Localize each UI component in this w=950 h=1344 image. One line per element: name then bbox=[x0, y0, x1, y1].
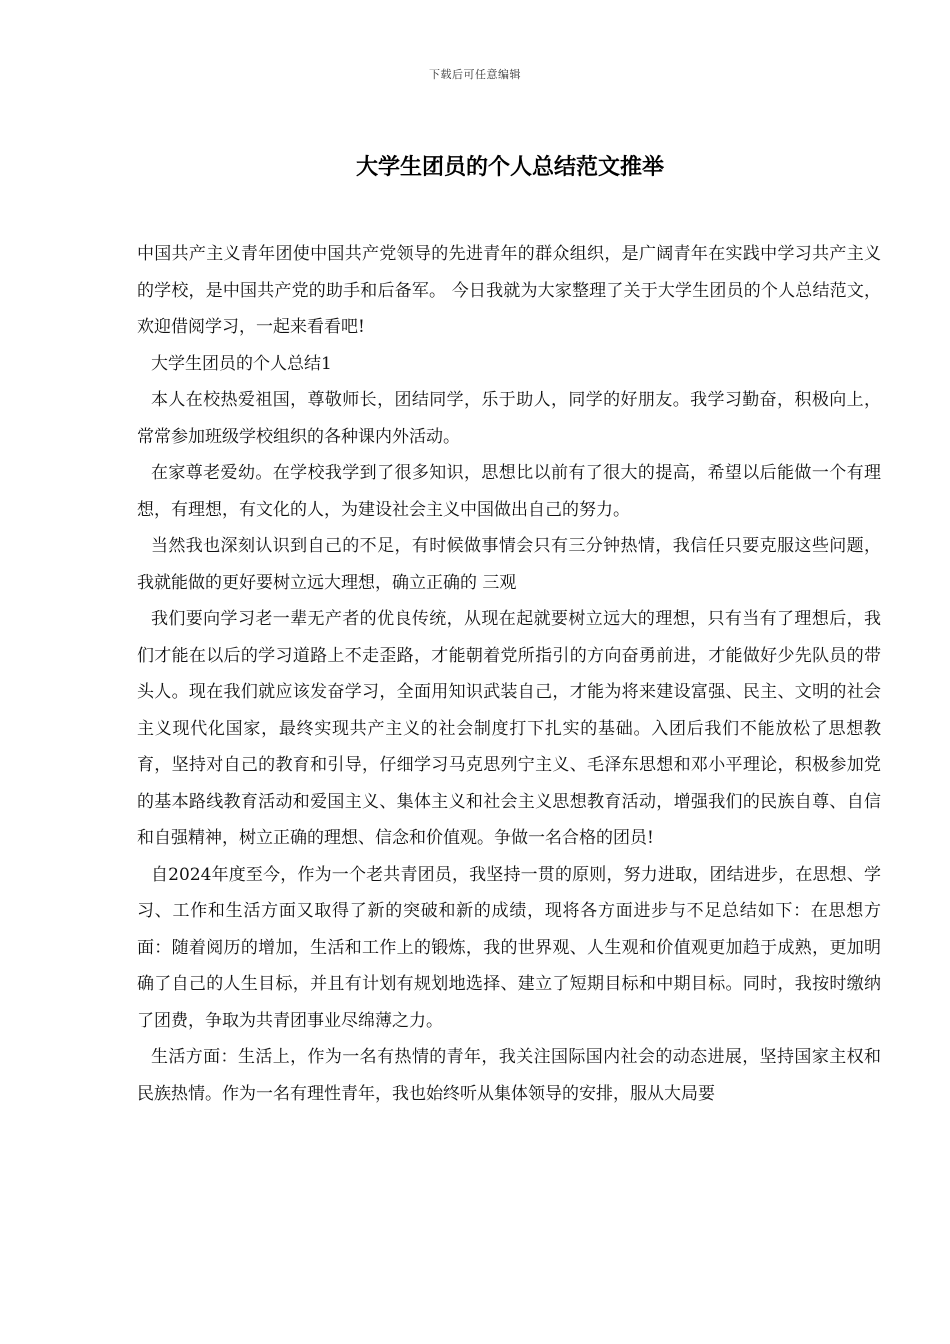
page-title: 大学生团员的个人总结范文推举 bbox=[355, 155, 664, 180]
paragraph: 生活方面：生活上，作为一名有热情的青年，我关注国际国内社会的动态进展，坚持国家主权和民族热情。作为一名有理性青年，我也始终听从集体领导的安排，服从大局要 bbox=[137, 1047, 881, 1104]
paragraph: 本人在校热爱祖国，尊敬师长，团结同学，乐于助人，同学的好朋友。我学习勤奋，积极向上，常常参加班级学校组织的各种课内外活动。 bbox=[137, 390, 881, 447]
section-heading: 大学生团员的个人总结1 bbox=[151, 353, 332, 374]
paragraph: 自2024年度至今，作为一个老共青团员，我坚持一贯的原则，努力进取，团结进步，在思想、学习、工作和生活方面又取得了新的突破和新的成绩，现将各方面进步与不足总结如下：在思想方面：随着阅历的增加，生活和工作上的锻炼，我的世界观、人生观和价值观更加趋于成熟，更加明确了自己的人生目标，并且有计划有规划地选择、建立了短期目标和中期目标。同时，我按时缴纳了团费，争取为共青团事业尽绵薄之力。 bbox=[137, 864, 881, 1031]
paragraph: 我们要向学习老一辈无产者的优良传统，从现在起就要树立远大的理想，只有当有了理想后，我们才能在以后的学习道路上不走歪路，才能朝着党所指引的方向奋勇前进，才能做好少先队员的带头人。现在我们就应该发奋学习，全面用知识武装自己，才能为将来建设富强、民主、文明的社会主义现代化国家，最终实现共产主义的社会制度打下扎实的基础。入团后我们不能放松了思想教育，坚持对自己的教育和引导，仔细学习马克思列宁主义、毛泽东思想和邓小平理论，积极参加党的基本路线教育活动和爱国主义、集体主义和社会主义思想教育活动，增强我们的民族自尊、自信和自强精神，树立正确的理想、信念和价值观。争做一名合格的团员! bbox=[137, 609, 881, 848]
document-body bbox=[137, 236, 881, 1112]
header-note: 下载后可任意编辑 bbox=[429, 68, 521, 81]
paragraph-intro: 中国共产主义青年团使中国共产党领导的先进青年的群众组织，是广阔青年在实践中学习共产主义的学校，是中国共产党的助手和后备军。 今日我就为大家整理了关于大学生团员的个人总结范文，欢迎借阅学习，一起来看看吧! bbox=[137, 244, 881, 337]
paragraph: 当然我也深刻认识到自己的不足，有时候做事情会只有三分钟热情，我信任只要克服这些问题，我就能做的更好要树立远大理想，确立正确的 三观 bbox=[137, 536, 881, 593]
paragraph: 在家尊老爱幼。在学校我学到了很多知识，思想比以前有了很大的提高，希望以后能做一个有理想，有理想，有文化的人，为建设社会主义中国做出自己的努力。 bbox=[137, 463, 881, 520]
